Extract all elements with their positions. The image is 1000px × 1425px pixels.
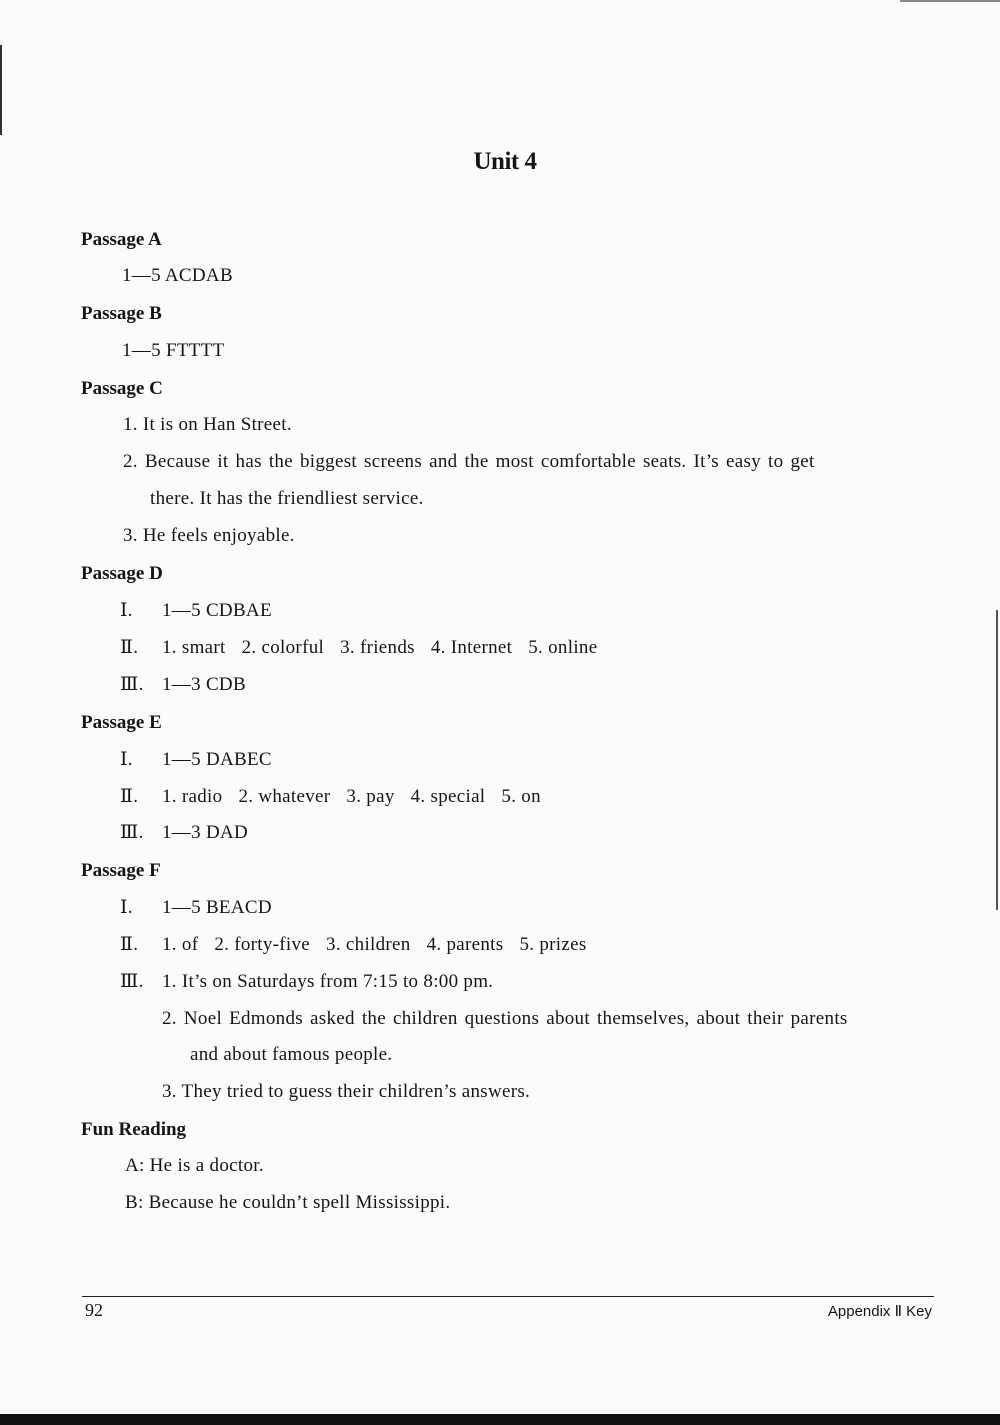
- passage-c-item-2: 2. Because it has the biggest screens and the most comfortable seats. It’s easy to get: [123, 451, 815, 472]
- answer: 1—5 DABEC: [162, 749, 272, 770]
- scan-edge-bottom: [0, 1414, 1000, 1425]
- passage-f-heading: Passage F: [81, 860, 161, 881]
- roman-numeral: Ⅱ.: [120, 934, 139, 955]
- roman-numeral: Ⅰ.: [120, 600, 133, 621]
- passage-f-part-iii-item-2: 2. Noel Edmonds asked the children questions about themselves, about their parents: [162, 1008, 848, 1029]
- answer-item: 5. online: [528, 637, 598, 658]
- answer: 1—3 CDB: [162, 674, 246, 695]
- roman-numeral: Ⅲ.: [120, 971, 144, 992]
- passage-f-part-ii: [120, 933, 603, 956]
- passage-e-heading: Passage E: [81, 712, 162, 733]
- answer-item: 4. special: [410, 786, 486, 807]
- passage-a-answer: 1—5 ACDAB: [122, 265, 233, 286]
- roman-numeral: Ⅱ.: [120, 637, 139, 658]
- answer-item: 4. parents: [426, 934, 504, 955]
- passage-c-heading: Passage C: [81, 378, 163, 399]
- answer-item: 1. smart: [162, 637, 226, 658]
- passage-d-heading: Passage D: [81, 563, 163, 584]
- answer-item: 4. Internet: [430, 637, 513, 658]
- roman-numeral: Ⅲ.: [120, 674, 144, 695]
- fun-reading-heading: Fun Reading: [81, 1119, 187, 1140]
- passage-d-part-i: [120, 599, 272, 622]
- passage-c-item-2-continued: there. It has the friendliest service.: [150, 488, 424, 509]
- passage-a-heading: Passage A: [81, 229, 162, 250]
- passage-c-item-3: 3. He feels enjoyable.: [123, 525, 295, 546]
- answer-item: 1. radio: [162, 786, 223, 807]
- passage-f-part-i: [120, 896, 272, 919]
- scan-edge-right: [996, 610, 998, 910]
- answer-item: 2. forty-five: [214, 934, 311, 955]
- passage-e-part-i: [120, 748, 272, 771]
- passage-f-part-iii-item-2-continued: and about famous people.: [190, 1044, 393, 1065]
- roman-numeral: Ⅱ.: [120, 786, 139, 807]
- page-title: Unit 4: [473, 148, 537, 175]
- answer: 1—3 DAD: [162, 822, 249, 843]
- roman-numeral: Ⅰ.: [120, 749, 133, 770]
- answer-item: 2. colorful: [241, 637, 325, 658]
- passage-b-heading: Passage B: [81, 303, 162, 324]
- answer: 1—5 BEACD: [162, 897, 272, 918]
- answer-item: 5. prizes: [519, 934, 587, 955]
- passage-b-answer: 1—5 FTTTT: [122, 340, 225, 361]
- passage-f-part-iii-item-3: 3. They tried to guess their children’s answers.: [162, 1081, 531, 1102]
- roman-numeral: Ⅰ.: [120, 897, 133, 918]
- passage-d-part-ii: [120, 636, 613, 659]
- passage-c-item-1: 1. It is on Han Street.: [123, 414, 292, 435]
- answer-item: 3. pay: [346, 786, 395, 807]
- answer-item: 3. friends: [340, 637, 415, 658]
- footer-label: Appendix Ⅱ Key: [827, 1303, 932, 1320]
- passage-e-part-iii: [120, 821, 248, 844]
- fun-reading-line-a: A: He is a doctor.: [125, 1155, 264, 1176]
- roman-numeral: Ⅲ.: [120, 822, 144, 843]
- scan-edge-left: [0, 45, 2, 135]
- answer-item: 5. on: [501, 786, 541, 807]
- scan-edge-top: [900, 0, 1000, 2]
- page-number: 92: [85, 1300, 103, 1320]
- answer-item: 2. whatever: [238, 786, 331, 807]
- passage-e-part-ii: [120, 785, 557, 808]
- fun-reading-line-b: B: Because he couldn’t spell Mississippi.: [125, 1192, 451, 1213]
- answer-item: 3. children: [326, 934, 411, 955]
- passage-f-part-iii: [120, 970, 493, 993]
- answer-item: 1. of: [162, 934, 199, 955]
- answer: 1—5 CDBAE: [162, 600, 272, 621]
- passage-d-part-iii: [120, 673, 246, 696]
- answer-item: 1. It’s on Saturdays from 7:15 to 8:00 pm.: [162, 971, 494, 992]
- footer-rule: [82, 1296, 934, 1297]
